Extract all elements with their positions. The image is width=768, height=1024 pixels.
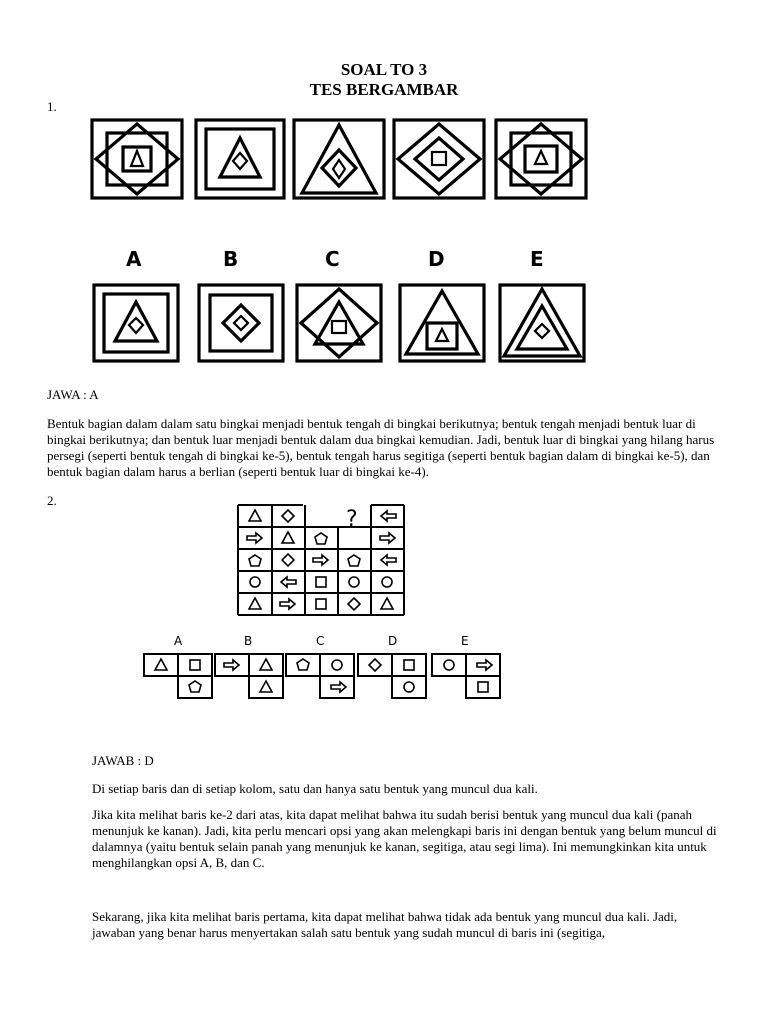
q2-option-a-figure <box>144 654 212 698</box>
q2-cell-diamond <box>282 554 294 566</box>
q2-cell-square <box>316 577 326 587</box>
q1-option-a-figure <box>94 285 178 361</box>
q1-sequence-frame-5 <box>496 120 586 198</box>
question-1-figure <box>0 0 768 400</box>
q1-explanation: Bentuk bagian dalam dalam satu bingkai menjadi bentuk tengah di bingkai berikutnya; bentuk tengah menjadi bentuk luar di bingkai berikutnya; dan bentuk luar menjadi bentuk dalam dua bingkai kemudian. Jadi, bentuk luar di bingkai yang hilang harus persegi (seperti bentuk tengah di bingkai ke-5), bentuk tengah harus segitiga (seperti bentuk bagian dalam di bingkai ke-5), dan bentuk bagian dalam harus a berlian (seperti bentuk luar di bingkai ke-4). <box>47 416 715 479</box>
q2-cell-circle <box>382 577 392 587</box>
q2-cell-arrow-right <box>280 599 295 609</box>
question-1-number: 1. <box>47 99 57 114</box>
q1-option-c-figure <box>297 285 381 361</box>
q2-option-letter-d: D <box>388 634 398 648</box>
q1-option-d-figure <box>400 285 484 361</box>
q1-answer: JAWA : A <box>47 387 99 402</box>
q2-cell-arrow-left <box>381 555 396 565</box>
q2-explanation-3: Sekarang, jika kita melihat baris pertama, kita dapat melihat bahwa tidak ada bentuk yang muncul dua kali. Jadi, jawaban yang benar harus menyertakan salah satu bentuk yang sudah muncul di baris ini (segitiga, <box>92 909 678 940</box>
q2-cell-diamond <box>348 598 360 610</box>
page-title: SOAL TO 3 <box>340 60 428 79</box>
q2-option-letter-c: C <box>316 634 325 648</box>
q2-cell-triangle <box>381 598 393 609</box>
q2-option-letter-e: E <box>461 634 469 648</box>
q1-sequence-frame-3 <box>294 120 384 198</box>
q2-option-c-figure <box>286 654 354 698</box>
q2-option-e-figure <box>432 654 500 698</box>
q1-sequence-frame-1 <box>92 120 182 198</box>
q2-cell-square <box>316 599 326 609</box>
page-subtitle: TES BERGAMBAR <box>309 80 459 99</box>
q2-cell-pentagon <box>249 555 261 566</box>
q1-option-letter-e: E <box>530 247 544 271</box>
q2-answer: JAWAB : D <box>92 753 154 768</box>
q2-explanation-1: Di setiap baris dan di setiap kolom, satu dan hanya satu bentuk yang muncul dua kali. <box>92 781 538 796</box>
q2-cell-pentagon <box>315 533 327 544</box>
q1-sequence-frame-4 <box>394 120 484 198</box>
q2-matrix-symbols <box>247 510 396 610</box>
q2-cell-circle <box>349 577 359 587</box>
q2-cell-arrow-left <box>381 511 396 521</box>
q1-option-b-figure <box>199 285 283 361</box>
question-2-number: 2. <box>47 493 57 508</box>
q2-option-letter-a: A <box>174 634 183 648</box>
q2-cell-arrow-left <box>281 577 296 587</box>
q2-option-letter-b: B <box>244 634 253 648</box>
q1-option-letter-c: C <box>325 247 340 271</box>
q2-cell-arrow-right <box>313 555 328 565</box>
q2-cell-triangle <box>282 532 294 543</box>
question-2-figure <box>0 495 768 725</box>
q1-option-e-figure <box>500 285 584 361</box>
q2-question-mark: ? <box>346 507 358 532</box>
q2-explanation-2: Jika kita melihat baris ke-2 dari atas, kita dapat melihat bahwa itu sudah berisi bentuk yang muncul dua kali (panah menunjuk ke kanan). Jadi, kita perlu mencari opsi yang akan melengkapi baris ini dengan bentuk yang belum muncul di dalamnya (yaitu bentuk selain panah yang menunjuk ke kanan, segitiga, atau segi lima). Ini memungkinkan kita untuk menghilangkan opsi A, B, dan C. <box>92 807 717 870</box>
q2-cell-circle <box>250 577 260 587</box>
q2-cell-triangle <box>249 510 261 521</box>
q2-option-d-figure <box>358 654 426 698</box>
q2-cell-arrow-right <box>247 533 262 543</box>
q1-option-letter-b: B <box>223 247 239 271</box>
q1-option-letter-d: D <box>428 247 445 271</box>
q2-option-b-figure <box>215 654 283 698</box>
q2-cell-arrow-right <box>380 533 395 543</box>
q1-option-letter-a: A <box>126 247 142 271</box>
q1-sequence-frame-2 <box>196 120 284 198</box>
q2-cell-pentagon <box>348 555 360 566</box>
q2-cell-diamond <box>282 510 294 522</box>
q2-cell-triangle <box>249 598 261 609</box>
